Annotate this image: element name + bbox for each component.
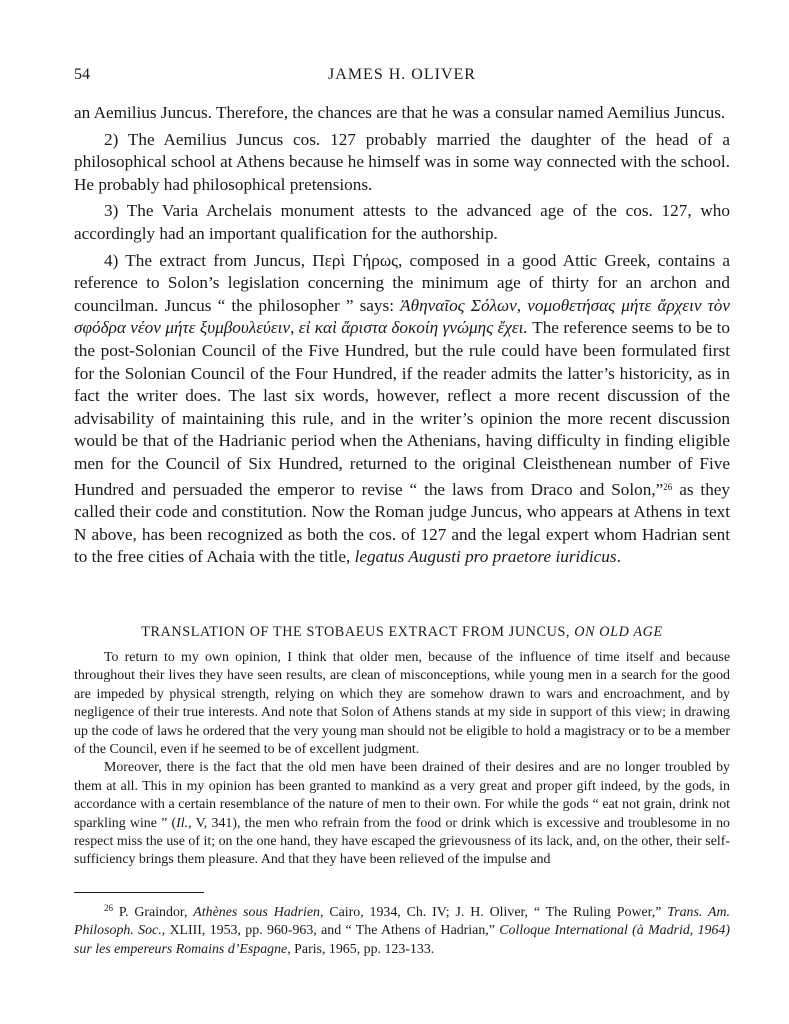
- citation-italic: Il.: [176, 815, 189, 831]
- page-number: 54: [74, 66, 90, 83]
- paragraph-text: .: [616, 547, 621, 567]
- paragraph-text: 2) The Aemilius Juncus cos. 127 probably married the daughter of the head of a philosophical school at Athens because he himself was in some way connected with the school. He probably had philosophical pretensions.: [74, 129, 730, 194]
- section-heading: [74, 624, 730, 641]
- translation-paragraph-1: [74, 649, 730, 759]
- translation-text: [74, 649, 730, 870]
- footnote-italic: Trans. Am. Philosoph. Soc.: [74, 905, 730, 939]
- paragraph-text: To return to my own opinion, I think that older men, because of the influence of time itself and because throughout their lives they have seen results, are clean of misconceptions, while young men in a search for the good are impeded by physical strength, relying on which they are somehow drawn to wars and encroachment, and by negligence of their true interests. And note that Solon of Athens stands at my side in support of this view; in drawing up the code of laws he ordered that the very young man should not be eligible to hold a magistracy or to be a member of the Council, even if he seemed to be of excellent judgment.: [74, 650, 730, 758]
- footnote-text: P. Graindor,: [118, 905, 188, 920]
- paragraph-text: , V, 341), the men who refrain from the food or drink which is excessive and troublesome in no respect miss the use of it; on the one hand, they have escaped the grievousness of its lack, and, on the other, their self-sufficiency brings them pleasure. And that they have been relieved of the impulse and: [74, 815, 730, 868]
- running-title: JAMES H. OLIVER: [328, 66, 476, 83]
- paragraph-text: as they called their code and constitution. Now the Roman judge Juncus, who appears at Athens in text N above, has been recognized as both the cos. of 127 and the legal expert whom Hadrian sent to the free cities of Achaia with the title,: [74, 479, 731, 567]
- footnote-italic: Athènes sous Hadrien: [193, 905, 320, 920]
- footnote-divider: [74, 892, 204, 893]
- latin-title: legatus Augusti pro praetore iuridicus: [354, 547, 617, 567]
- running-head: [74, 66, 730, 90]
- paragraph-text: , composed in a good Attic Greek, contains a reference to Solon’s legislation concerning the minimum age of thirty for an archon and councilman. Juncus “ the philosopher ” says:: [74, 250, 731, 315]
- section-heading-text: TRANSLATION OF THE STOBAEUS EXTRACT FROM JUNCUS,: [141, 624, 571, 640]
- footnote-italic: Colloque International (à Madrid, 1964) sur les empereurs Romains d’Espagne: [74, 923, 730, 957]
- footnote-26: [74, 899, 730, 959]
- translation-paragraph-2: [74, 759, 730, 869]
- paragraph-text: an Aemilius Juncus. Therefore, the chances are that he was a consular named Aemilius Juncus.: [74, 103, 726, 122]
- greek-quotation: Ἀθηναῖος Σόλων, νομοθετήσας μήτε ἄρχειν τὸν σφόδρα νέον μήτε ξυμβουλεύειν, εἰ καὶ ἄριστα δοκοίη γνώμης ἔχει.: [74, 295, 731, 338]
- paragraph-continued: [74, 102, 730, 125]
- paragraph-text: Moreover, there is the fact that the old men have been drained of their desires and are no longer troubled by them at all. This in my opinion has been granted to mankind as a very great and proper gift indeed, by the gods, in accordance with a certain resemblance of the nature of men to their own. For while the gods “ eat not grain, drink not sparkling wine ” (: [74, 760, 730, 831]
- paragraph-text: 4) The extract from Juncus,: [104, 250, 306, 270]
- greek-title: Περὶ Γήρως: [312, 250, 398, 270]
- footnote-text: , Cairo, 1934, Ch. IV; J. H. Oliver, “ The Ruling Power,”: [320, 905, 662, 920]
- footnote-text: , XLIII, 1953, pp. 960-963, and “ The Athens of Hadrian,”: [161, 923, 495, 939]
- body-text: [74, 102, 730, 573]
- paragraph-point-3: [74, 200, 730, 245]
- footnote-reference: 26: [663, 481, 673, 492]
- section-heading-italic: ON OLD AGE: [574, 624, 663, 640]
- paragraph-point-4: [74, 250, 730, 569]
- footnote-number: 26: [104, 903, 113, 913]
- paragraph-point-2: [74, 129, 730, 197]
- footnote-text: , Paris, 1965, pp. 123-133.: [287, 941, 435, 957]
- paragraph-text: 3) The Varia Archelais monument attests to the advanced age of the cos. 127, who accordingly had an important qualification for the authorship.: [74, 201, 730, 243]
- paragraph-text: The reference seems to be to the post-Solonian Council of the Five Hundred, but the rule could have been formulated first for the Solonian Council of the Four Hundred, if the reader admits the latter’s historicity, as in fact the writer does. The last six words, however, reflect a more recent discussion of the advisability of maintaining this rule, and in the writer’s opinion the more recent discussion would be that of the Hadrianic period when the Athenians, having difficulty in finding eligible men for the Council of Six Hundred, returned to the original Cleisthenean number of Five Hundred and persuaded the emperor to revise “ the laws from Draco and Solon,”: [74, 318, 731, 499]
